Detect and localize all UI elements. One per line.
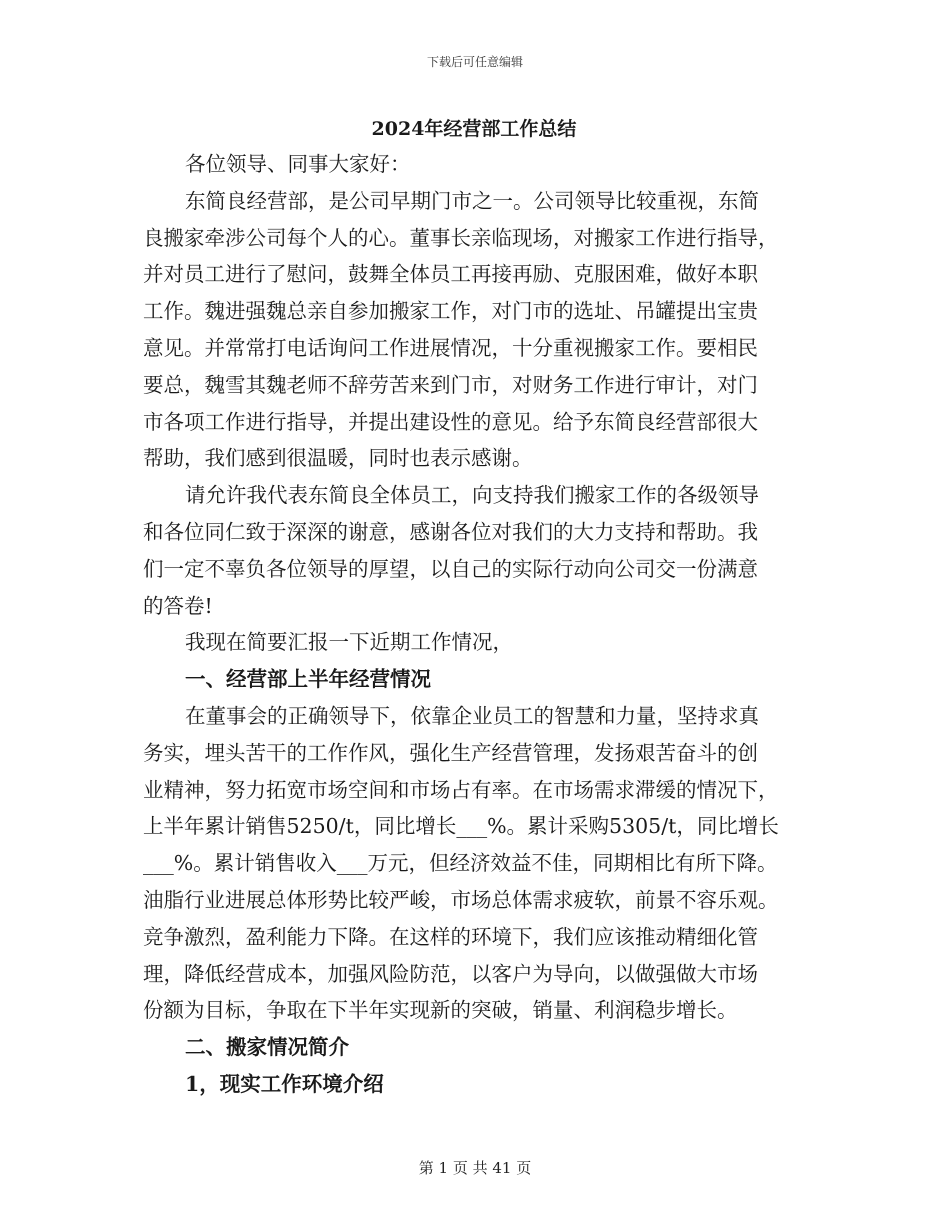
paragraph-line: 良搬家牵涉公司每个人的心。董事长亲临现场，对搬家工作进行指导， [143, 225, 779, 250]
paragraph-line: 上半年累计销售5250/t，同比增长___%。累计采购5305/t，同比增长 [143, 814, 779, 839]
paragraph-line: 东简良经营部，是公司早期门市之一。公司领导比较重视，东简 [185, 188, 759, 213]
document-title: 2024年经营部工作总结 [371, 118, 577, 140]
paragraph-line: 要总，魏雪其魏老师不辞劳苦来到门市，对财务工作进行审计，对门 [143, 372, 758, 397]
paragraph-line: 和各位同仁致于深深的谢意，感谢各位对我们的大力支持和帮助。我 [143, 519, 758, 544]
subsection-heading-1: 1，现实工作环境介绍 [185, 1071, 384, 1096]
paragraph-line: 并对员工进行了慰问，鼓舞全体员工再接再励、克服困难，做好本职 [143, 262, 758, 287]
paragraph-line: 的答卷! [143, 593, 213, 618]
paragraph-line: 意见。并常常打电话询问工作进展情况，十分重视搬家工作。要相民 [143, 335, 758, 360]
header-note: 下载后可任意编辑 [426, 55, 523, 69]
paragraph-line: 们一定不辜负各位领导的厚望，以自己的实际行动向公司交一份满意 [143, 556, 758, 581]
section-heading-1: 一、经营部上半年经营情况 [185, 667, 431, 692]
page-footer: 第 1 页 共 41 页 [418, 1159, 532, 1177]
paragraph-line: 在董事会的正确领导下，依靠企业员工的智慧和力量，坚持求真 [185, 703, 759, 728]
paragraph-line: 务实，埋头苦干的工作作风，强化生产经营管理，发扬艰苦奋斗的创 [143, 740, 758, 765]
paragraph-line: 帮助，我们感到很温暖，同时也表示感谢。 [143, 446, 533, 471]
paragraph-line: 市各项工作进行指导，并提出建设性的意见。给予东简良经营部很大 [143, 409, 758, 434]
paragraph-line: 工作。魏进强魏总亲自参加搬家工作，对门市的选址、吊罐提出宝贵 [143, 299, 758, 324]
paragraph-line: 请允许我代表东简良全体员工，向支持我们搬家工作的各级领导 [185, 483, 759, 508]
paragraph-line: 理，降低经营成本，加强风险防范，以客户为导向，以做强做大市场 [143, 961, 758, 986]
paragraph-line: ___%。累计销售收入___万元，但经济效益不佳，同期相比有所下降。 [143, 851, 778, 876]
greeting-line: 各位领导、同事大家好： [185, 152, 411, 176]
paragraph-line: 份额为目标，争取在下半年实现新的突破，销量、利润稳步增长。 [143, 998, 738, 1023]
paragraph-line: 竞争激烈，盈利能力下降。在这样的环境下，我们应该推动精细化管 [143, 924, 758, 949]
section-heading-2: 二、搬家情况简介 [185, 1035, 349, 1060]
paragraph-line: 油脂行业进展总体形势比较严峻，市场总体需求疲软，前景不容乐观。 [143, 887, 779, 912]
paragraph-line: 业精神，努力拓宽市场空间和市场占有率。在市场需求滞缓的情况下， [143, 777, 779, 802]
paragraph-line: 我现在简要汇报一下近期工作情况， [185, 630, 513, 655]
document-body [143, 112, 805, 1103]
